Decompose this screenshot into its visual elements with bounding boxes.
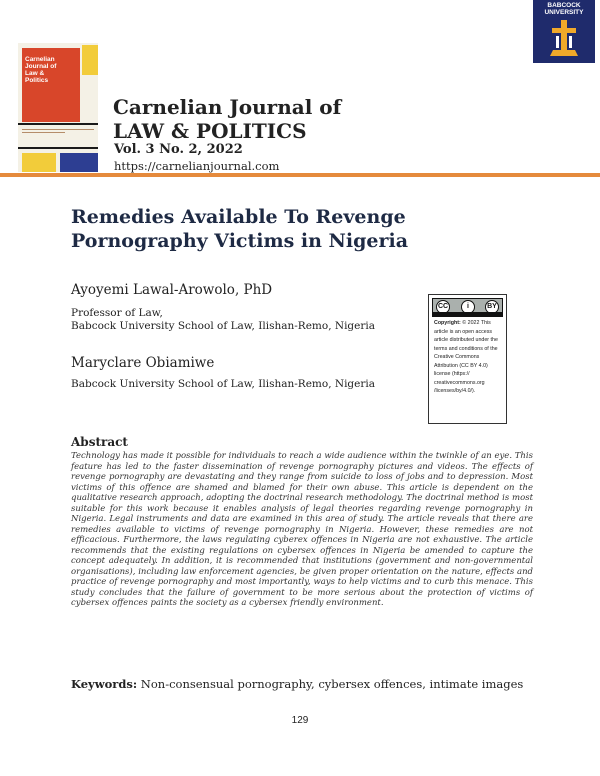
license-statement: This article is an open access article distributed under the terms and conditions of the Creative Commons Attribution (CC BY 4.0) license (https:// creativecommons.org /licenses/by/4.0/). (434, 320, 498, 394)
logo-text: BABCOCK UNIVERSITY (544, 2, 584, 16)
header-rule (0, 173, 600, 177)
journal-volume: Vol. 3 No. 2, 2022 (114, 142, 243, 157)
author-affiliation: Babcock University School of Law, Ilishan-Remo, Nigeria (71, 378, 375, 390)
cover-small-print (22, 129, 94, 139)
page-number: 129 (291, 715, 309, 726)
cc-license-box (428, 294, 507, 424)
keywords-value: Non-consensual pornography, cybersex offences, intimate images (140, 677, 524, 691)
author-name: Maryclare Obiamiwe (71, 355, 215, 371)
cover-yellow-block (22, 153, 56, 172)
author-affiliation: Babcock University School of Law, Ilishan-Remo, Nigeria (71, 320, 375, 332)
cover-yellow-block (82, 45, 98, 75)
keywords-label: Keywords: (71, 677, 138, 691)
author-name: Ayoyemi Lawal-Arowolo, PhD (71, 282, 273, 298)
cover-divider (18, 147, 98, 149)
badge-strip (433, 312, 502, 316)
cc-by-badge-icon (432, 298, 503, 317)
attribution-person-icon: i (461, 300, 475, 314)
journal-cover-thumbnail (18, 43, 98, 172)
copyright-label: Copyright: (434, 320, 461, 326)
journal-name-line1: Carnelian Journal of (113, 95, 342, 119)
author-affiliation: Professor of Law, (71, 307, 163, 319)
cover-title-text: Carnelian Journal of Law & Politics (25, 56, 57, 84)
article-title: Remedies Available To Revenge Pornography Victims in Nigeria (71, 206, 409, 252)
journal-name (113, 95, 341, 143)
cover-divider (18, 123, 98, 125)
university-crest-icon (548, 18, 580, 60)
license-text (434, 319, 502, 396)
by-label: BY (485, 300, 499, 314)
cover-blue-block (60, 153, 98, 172)
babcock-university-logo (533, 0, 595, 63)
cover-red-block (22, 48, 80, 122)
abstract-heading: Abstract (71, 435, 128, 449)
abstract-body: Technology has made it possible for individuals to reach a wide audience within the twinkle of an eye. This feature has led to the faster dissemination of revenge pornography pictures and videos. The effects of revenge pornography are devastating and they range from suicide to loss of jobs and to depression. Most victims of this offence are shamed and blamed for their own abuse. This article is dependent on the qualitative research approach, adopting the doctrinal research methodology. The doctrinal method is most suitable for this work because it enables analysis of legal theories regarding revenge pornography in Nigeria. Legal instruments and data are examined in this area of study. The article reveals that there are remedies available to victims of revenge pornography in Nigeria. However, these remedies are not efficacious. Furthermore, the laws regulating cyberex offences in Nigeria are not exhaustive. The article recommends that the existing regulations on cybersex offences in Nigeria be amended to capture the concept adequately. In addition, it is recommended that institutions (government and non-governmental organisations), including law enforcement agencies, be given proper orientation on the nature, effects and practice of revenge pornography and most importantly, ways to help victims and to curb this menace. This study concludes that the failure of government to be more serious about the protection of victims of cybersex offences paints the society as a cybersex friendly environment. (71, 451, 533, 608)
copyright-year: © 2022 (462, 320, 480, 326)
journal-name-line2: LAW & POLITICS (113, 119, 307, 143)
journal-url-link[interactable]: https://carnelianjournal.com (114, 159, 280, 173)
keywords (71, 677, 523, 691)
cc-logo-icon: CC (436, 300, 450, 314)
